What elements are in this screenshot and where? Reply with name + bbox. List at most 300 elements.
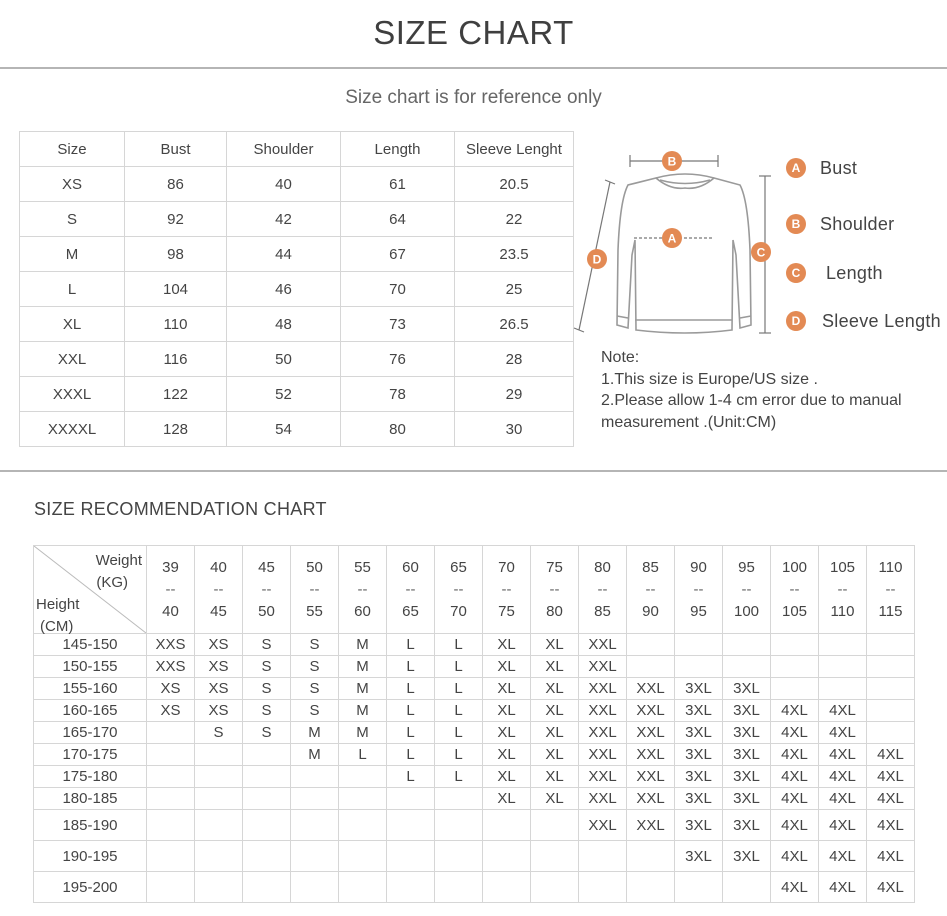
size-cell: L <box>435 766 483 788</box>
table-cell: 29 <box>455 377 574 412</box>
size-cell: S <box>291 634 339 656</box>
size-cell: S <box>243 634 291 656</box>
size-cell: XXL <box>579 656 627 678</box>
height-range-cell: 165-170 <box>34 722 147 744</box>
size-cell: XXL <box>627 788 675 810</box>
size-cell: XXL <box>627 810 675 841</box>
size-cell: S <box>243 656 291 678</box>
size-cell <box>627 841 675 872</box>
top-divider <box>0 67 947 69</box>
size-cell: 4XL <box>819 872 867 903</box>
height-range-cell: 150-155 <box>34 656 147 678</box>
size-cell: S <box>291 700 339 722</box>
column-header: Size <box>20 132 125 167</box>
size-cell: 4XL <box>771 700 819 722</box>
size-table-header <box>20 132 574 167</box>
size-cell: 3XL <box>675 722 723 744</box>
range-separator: -- <box>789 580 800 598</box>
size-cell: XL <box>483 744 531 766</box>
weight-min: 39 <box>162 558 179 576</box>
weight-min: 85 <box>642 558 659 576</box>
size-cell <box>627 872 675 903</box>
table-cell: XL <box>20 307 125 342</box>
size-cell <box>195 766 243 788</box>
legend-label: Bust <box>820 157 858 178</box>
size-cell: 3XL <box>675 810 723 841</box>
size-cell: L <box>435 656 483 678</box>
marker-b-label: B <box>667 154 677 169</box>
size-cell <box>867 656 915 678</box>
size-cell: 3XL <box>675 766 723 788</box>
size-cell <box>243 744 291 766</box>
table-row <box>34 841 915 872</box>
table-cell: XS <box>20 167 125 202</box>
size-cell <box>771 656 819 678</box>
size-cell <box>291 872 339 903</box>
size-cell <box>195 744 243 766</box>
weight-max: 60 <box>354 602 371 620</box>
weight-max: 80 <box>546 602 563 620</box>
size-cell: 3XL <box>723 678 771 700</box>
size-cell <box>867 722 915 744</box>
size-cell: XXL <box>579 788 627 810</box>
weight-range-header <box>291 546 339 634</box>
size-cell: L <box>387 744 435 766</box>
size-cell <box>771 678 819 700</box>
size-cell <box>579 872 627 903</box>
size-cell: 3XL <box>675 841 723 872</box>
size-cell: L <box>435 634 483 656</box>
size-cell <box>339 788 387 810</box>
marker-c-label: C <box>756 245 766 260</box>
note-line: 2.Please allow 1-4 cm error due to manual <box>601 392 902 409</box>
table-row <box>34 744 915 766</box>
table-cell: 92 <box>125 202 227 237</box>
range-separator: -- <box>645 580 656 598</box>
size-cell: 3XL <box>723 744 771 766</box>
size-cell <box>387 788 435 810</box>
weight-max: 115 <box>878 602 903 620</box>
column-header: Length <box>341 132 455 167</box>
table-cell: 104 <box>125 272 227 307</box>
size-cell: S <box>243 722 291 744</box>
size-cell: XS <box>195 634 243 656</box>
size-cell: XXL <box>579 678 627 700</box>
size-cell <box>435 872 483 903</box>
size-cell <box>435 788 483 810</box>
size-cell: XS <box>195 678 243 700</box>
size-cell: XS <box>147 678 195 700</box>
note-line: measurement .(Unit:CM) <box>601 413 777 431</box>
weight-range-header <box>195 546 243 634</box>
size-cell: 4XL <box>771 872 819 903</box>
weight-max: 110 <box>830 602 855 620</box>
weight-max: 45 <box>210 602 227 620</box>
table-row <box>34 678 915 700</box>
table-cell: 48 <box>227 307 341 342</box>
size-cell <box>867 678 915 700</box>
weight-max: 90 <box>642 602 659 620</box>
size-cell <box>147 744 195 766</box>
table-cell: L <box>20 272 125 307</box>
size-cell: XL <box>483 678 531 700</box>
size-cell: 3XL <box>723 810 771 841</box>
size-cell: 3XL <box>723 841 771 872</box>
size-cell: 4XL <box>771 788 819 810</box>
weight-range-header <box>819 546 867 634</box>
badge-b-icon: B <box>786 214 806 234</box>
table-cell: 70 <box>341 272 455 307</box>
weight-range-header <box>771 546 819 634</box>
table-cell: XXXL <box>20 377 125 412</box>
size-cell: 3XL <box>675 700 723 722</box>
weight-min: 65 <box>450 558 467 576</box>
table-row <box>34 788 915 810</box>
size-cell: 4XL <box>819 788 867 810</box>
size-cell: L <box>387 656 435 678</box>
size-cell <box>243 841 291 872</box>
table-cell: 20.5 <box>455 167 574 202</box>
weight-min: 95 <box>738 558 755 576</box>
note-line: 1.This size is Europe/US size . <box>601 370 818 388</box>
badge-a-icon: A <box>786 158 806 178</box>
size-cell <box>819 634 867 656</box>
range-separator: -- <box>213 580 224 598</box>
column-header: Shoulder <box>227 132 341 167</box>
marker-d-label: D <box>592 252 602 267</box>
size-cell <box>723 634 771 656</box>
table-row <box>34 700 915 722</box>
weight-range-header <box>867 546 915 634</box>
weight-min: 40 <box>210 558 227 576</box>
legend-label: Shoulder <box>820 213 895 234</box>
weight-max: 100 <box>733 602 760 620</box>
size-cell <box>771 634 819 656</box>
size-cell: 4XL <box>771 810 819 841</box>
height-range-cell: 155-160 <box>34 678 147 700</box>
weight-max: 40 <box>162 602 179 620</box>
size-cell <box>675 634 723 656</box>
weight-min: 55 <box>354 558 371 576</box>
size-cell <box>483 872 531 903</box>
size-cell <box>723 872 771 903</box>
size-cell: M <box>339 700 387 722</box>
page-title: SIZE CHART <box>373 14 574 51</box>
size-cell <box>147 841 195 872</box>
size-cell: 4XL <box>819 766 867 788</box>
table-row <box>34 722 915 744</box>
legend-label: Sleeve Length <box>822 310 941 331</box>
size-cell: L <box>435 678 483 700</box>
size-cell <box>675 656 723 678</box>
size-cell <box>147 788 195 810</box>
range-separator: -- <box>453 580 464 598</box>
size-cell: XL <box>483 656 531 678</box>
table-cell: XXXXL <box>20 412 125 447</box>
legend-item-sleeve-length <box>786 308 941 334</box>
size-cell: XXL <box>579 722 627 744</box>
size-cell <box>195 872 243 903</box>
range-separator: -- <box>837 580 848 598</box>
size-cell: XXL <box>627 700 675 722</box>
size-cell: 4XL <box>867 766 915 788</box>
size-cell <box>675 872 723 903</box>
weight-range-header <box>723 546 771 634</box>
size-cell: XL <box>483 788 531 810</box>
size-cell: 4XL <box>771 744 819 766</box>
size-cell: 4XL <box>867 872 915 903</box>
size-cell: XXL <box>579 700 627 722</box>
table-row <box>34 810 915 841</box>
size-table <box>19 131 574 447</box>
size-cell: S <box>195 722 243 744</box>
size-cell: XXL <box>627 766 675 788</box>
range-separator: -- <box>501 580 512 598</box>
size-cell <box>339 810 387 841</box>
size-cell <box>531 841 579 872</box>
size-cell <box>867 634 915 656</box>
weight-min: 90 <box>690 558 707 576</box>
sweater-outline <box>617 174 751 333</box>
notes <box>601 347 947 433</box>
height-range-cell: 195-200 <box>34 872 147 903</box>
size-cell: M <box>291 744 339 766</box>
size-cell: 4XL <box>867 841 915 872</box>
size-cell: 4XL <box>819 744 867 766</box>
size-cell: XL <box>531 700 579 722</box>
size-cell: XL <box>483 700 531 722</box>
weight-range-header <box>675 546 723 634</box>
weight-max: 75 <box>498 602 515 620</box>
weight-min: 100 <box>781 558 808 576</box>
weight-max: 50 <box>258 602 275 620</box>
weight-min: 60 <box>402 558 419 576</box>
size-cell: XXL <box>579 766 627 788</box>
size-cell: XS <box>147 700 195 722</box>
size-cell <box>291 766 339 788</box>
weight-min: 75 <box>546 558 563 576</box>
size-cell: M <box>291 722 339 744</box>
table-cell: 22 <box>455 202 574 237</box>
recommendation-title: SIZE RECOMMENDATION CHART <box>34 499 327 519</box>
size-cell: 4XL <box>771 841 819 872</box>
weight-range-header <box>339 546 387 634</box>
size-cell <box>723 656 771 678</box>
size-cell: XS <box>195 656 243 678</box>
size-cell: 4XL <box>771 722 819 744</box>
table-cell: 52 <box>227 377 341 412</box>
size-cell <box>195 810 243 841</box>
size-cell: L <box>339 744 387 766</box>
size-cell: 4XL <box>819 722 867 744</box>
size-cell: 4XL <box>867 810 915 841</box>
size-cell: XL <box>531 766 579 788</box>
size-cell: L <box>435 722 483 744</box>
size-cell: XXS <box>147 656 195 678</box>
size-cell <box>195 841 243 872</box>
table-row <box>20 167 574 202</box>
size-cell <box>147 810 195 841</box>
weight-range-header <box>243 546 291 634</box>
size-cell <box>291 788 339 810</box>
notes-heading: Note: <box>601 349 640 366</box>
size-cell: L <box>387 678 435 700</box>
height-range-cell: 190-195 <box>34 841 147 872</box>
size-cell: XL <box>531 722 579 744</box>
size-cell: 3XL <box>675 678 723 700</box>
size-cell <box>867 700 915 722</box>
weight-max: 55 <box>306 602 323 620</box>
size-cell: XL <box>483 634 531 656</box>
weight-max: 95 <box>690 602 707 620</box>
table-cell: 26.5 <box>455 307 574 342</box>
size-cell <box>483 810 531 841</box>
table-cell: 128 <box>125 412 227 447</box>
size-cell: 4XL <box>819 700 867 722</box>
weight-min: 105 <box>829 558 856 576</box>
legend-item-length <box>786 260 883 286</box>
size-cell <box>819 678 867 700</box>
weight-label: Weight <box>95 552 142 569</box>
weight-min: 110 <box>878 558 903 576</box>
size-cell: S <box>291 678 339 700</box>
size-cell: XXL <box>579 744 627 766</box>
size-cell <box>387 810 435 841</box>
size-cell: XXL <box>627 744 675 766</box>
size-cell: XXL <box>627 722 675 744</box>
size-cell <box>579 841 627 872</box>
size-cell <box>627 656 675 678</box>
size-cell: XL <box>483 722 531 744</box>
size-cell <box>339 766 387 788</box>
table-row <box>20 377 574 412</box>
table-cell: 67 <box>341 237 455 272</box>
size-cell: S <box>243 678 291 700</box>
range-separator: -- <box>309 580 320 598</box>
size-cell: L <box>387 634 435 656</box>
size-cell <box>147 722 195 744</box>
legend-item-bust <box>786 155 857 181</box>
weight-max: 85 <box>594 602 611 620</box>
table-cell: 25 <box>455 272 574 307</box>
badge-d-icon: D <box>786 311 806 331</box>
table-row <box>20 412 574 447</box>
corner-header-cell <box>34 546 147 634</box>
weight-range-header <box>627 546 675 634</box>
table-cell: 30 <box>455 412 574 447</box>
weight-range-header <box>579 546 627 634</box>
size-cell <box>531 872 579 903</box>
size-cell: 4XL <box>867 744 915 766</box>
range-separator: -- <box>597 580 608 598</box>
size-cell: 4XL <box>867 788 915 810</box>
height-range-cell: 180-185 <box>34 788 147 810</box>
table-row <box>20 202 574 237</box>
size-cell: 3XL <box>723 700 771 722</box>
weight-range-header <box>435 546 483 634</box>
table-row <box>20 237 574 272</box>
table-row <box>20 307 574 342</box>
size-cell: XXL <box>579 634 627 656</box>
table-row <box>34 766 915 788</box>
table-cell: 61 <box>341 167 455 202</box>
size-cell: L <box>387 766 435 788</box>
weight-min: 50 <box>306 558 323 576</box>
weight-range-header <box>531 546 579 634</box>
weight-min: 80 <box>594 558 611 576</box>
table-cell: 28 <box>455 342 574 377</box>
range-separator: -- <box>405 580 416 598</box>
weight-unit: (KG) <box>96 574 128 591</box>
table-row <box>34 656 915 678</box>
size-cell <box>483 841 531 872</box>
size-cell <box>531 810 579 841</box>
size-cell <box>339 872 387 903</box>
legend-label: Length <box>826 262 883 283</box>
size-cell: XS <box>195 700 243 722</box>
table-cell: XXL <box>20 342 125 377</box>
height-range-cell: 160-165 <box>34 700 147 722</box>
size-cell <box>387 872 435 903</box>
size-cell <box>819 656 867 678</box>
marker-a-label: A <box>667 231 677 246</box>
size-cell <box>147 872 195 903</box>
table-cell: 86 <box>125 167 227 202</box>
height-range-cell: 175-180 <box>34 766 147 788</box>
size-cell: S <box>291 656 339 678</box>
size-cell: 3XL <box>723 788 771 810</box>
table-cell: M <box>20 237 125 272</box>
height-unit: (CM) <box>40 618 74 635</box>
table-cell: 122 <box>125 377 227 412</box>
table-cell: 40 <box>227 167 341 202</box>
range-separator: -- <box>261 580 272 598</box>
size-cell: 4XL <box>819 810 867 841</box>
table-cell: 23.5 <box>455 237 574 272</box>
range-separator: -- <box>165 580 176 598</box>
size-cell: XXS <box>147 634 195 656</box>
table-cell: 80 <box>341 412 455 447</box>
size-cell: 4XL <box>771 766 819 788</box>
column-header: Bust <box>125 132 227 167</box>
size-cell <box>147 766 195 788</box>
reference-subtitle: Size chart is for reference only <box>345 87 602 108</box>
sweater-diagram <box>570 140 790 350</box>
size-cell: 3XL <box>675 788 723 810</box>
size-cell: XL <box>531 678 579 700</box>
table-cell: 64 <box>341 202 455 237</box>
size-cell: L <box>435 700 483 722</box>
height-label: Height <box>36 596 80 613</box>
size-cell: M <box>339 634 387 656</box>
table-cell: 54 <box>227 412 341 447</box>
size-cell <box>291 810 339 841</box>
table-row <box>20 342 574 377</box>
size-cell: 3XL <box>723 766 771 788</box>
height-range-cell: 170-175 <box>34 744 147 766</box>
diagram-markers <box>587 151 771 269</box>
size-cell: 4XL <box>819 841 867 872</box>
badge-c-icon: C <box>786 263 806 283</box>
size-cell: M <box>339 678 387 700</box>
table-cell: S <box>20 202 125 237</box>
size-cell: XL <box>531 744 579 766</box>
size-cell: XL <box>531 788 579 810</box>
size-cell: L <box>387 700 435 722</box>
size-cell <box>195 788 243 810</box>
size-cell: XXL <box>627 678 675 700</box>
table-cell: 73 <box>341 307 455 342</box>
